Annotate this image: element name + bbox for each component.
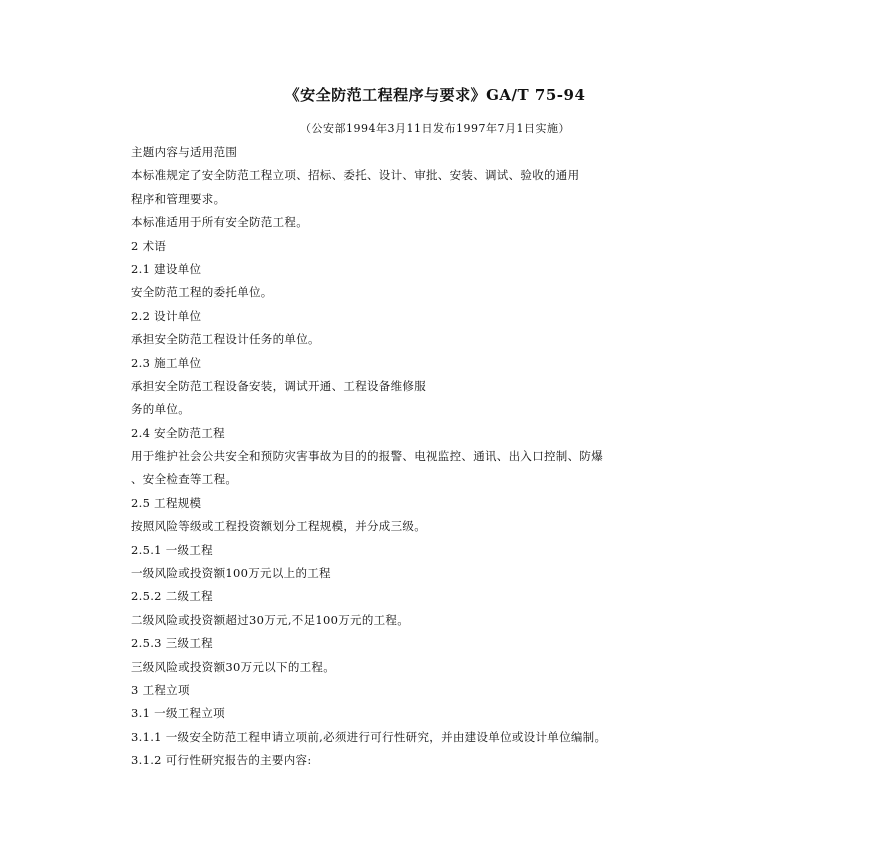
text-line: 、安全检查等工程。	[131, 472, 238, 487]
subsection-heading: 2.5.3 三级工程	[131, 636, 213, 651]
text-line: 承担安全防范工程设计任务的单位。	[131, 332, 320, 347]
document-title: 《安全防范工程程序与要求》GA/T 75-94	[284, 86, 586, 104]
subsection-heading: 2.2 设计单位	[131, 308, 202, 323]
text-line: 三级风险或投资额30万元以下的工程。	[131, 659, 336, 674]
text-line: 用于维护社会公共安全和预防灾害事故为目的的报警、电视监控、通讯、出入口控制、防爆	[131, 449, 603, 464]
text-line: 按照风险等级或工程投资额划分工程规模，并分成三级。	[131, 519, 426, 534]
subsection-heading: 2.1 建设单位	[131, 261, 202, 276]
text-line: 承担安全防范工程设备安装，调试开通、工程设备维修服	[131, 378, 426, 393]
subsection-heading: 2.4 安全防范工程	[131, 425, 225, 440]
text-line: 务的单位。	[131, 402, 190, 417]
text-line: 3.1.1 一级安全防范工程申请立项前,必须进行可行性研究，并由建设单位或设计单位编制。	[131, 729, 607, 744]
subsection-heading: 3.1 一级工程立项	[131, 706, 225, 721]
text-line: 3.1.2 可行性研究报告的主要内容:	[131, 753, 312, 768]
text-line: 安全防范工程的委托单位。	[131, 285, 273, 300]
subsection-heading: 2.3 施工单位	[131, 355, 202, 370]
subsection-heading: 2.5 工程规模	[131, 495, 202, 510]
text-line: 一级风险或投资额100万元以上的工程	[131, 566, 331, 581]
document-subtitle: （公安部1994年3月11日发布1997年7月1日实施）	[300, 122, 570, 135]
text-line: 程序和管理要求。	[131, 191, 226, 206]
text-line: 主题内容与适用范围	[131, 145, 238, 159]
text-line: 本标准适用于所有安全防范工程。	[131, 215, 308, 230]
text-line: 本标准规定了安全防范工程立项、招标、委托、设计、审批、安装、调试、验收的通用	[131, 168, 580, 183]
subsection-heading: 2.5.1 一级工程	[131, 542, 213, 557]
text-line: 二级风险或投资额超过30万元,不足100万元的工程。	[131, 612, 410, 627]
section-heading: 3 工程立项	[131, 682, 190, 697]
document-body	[131, 141, 771, 773]
subsection-heading: 2.5.2 二级工程	[131, 589, 213, 604]
section-heading: 2 术语	[131, 238, 167, 253]
